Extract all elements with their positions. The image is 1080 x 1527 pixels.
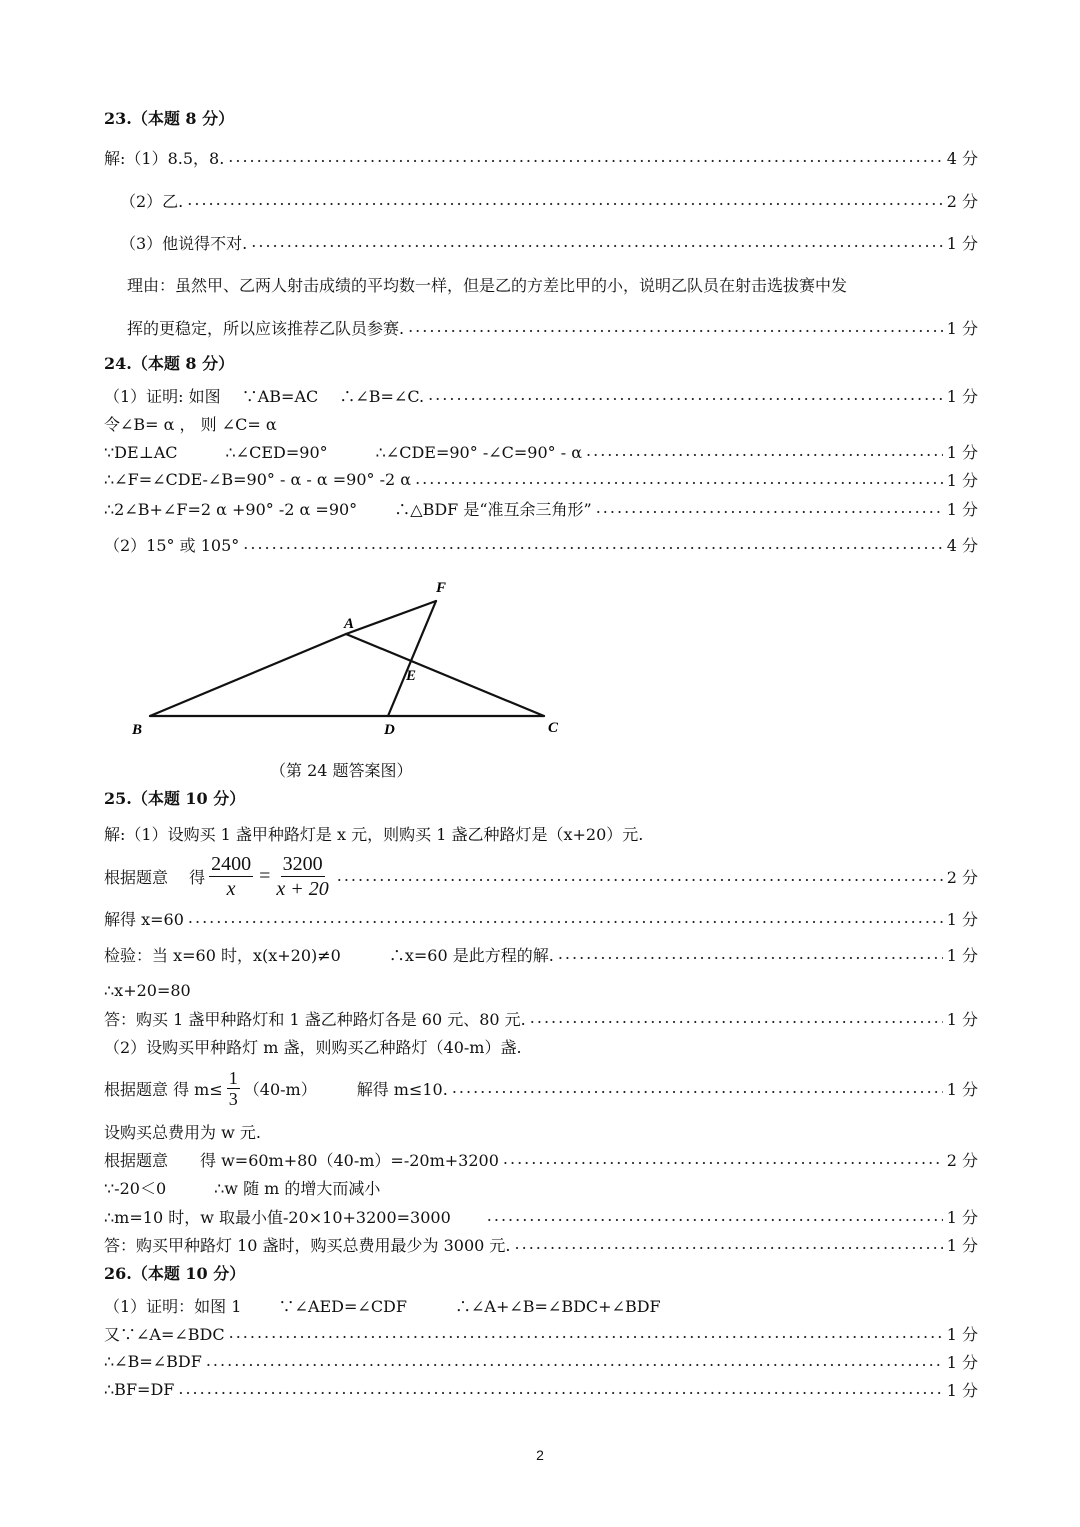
segment-df bbox=[388, 601, 436, 716]
q24-triangle-figure bbox=[120, 572, 580, 747]
q25-line-12: ∴m=10 时，w 取最小值-20×10+3200=3000 ..... 1 分 bbox=[104, 1202, 978, 1230]
segment-ac bbox=[346, 634, 544, 716]
fraction-2400-over-x: $\frac{2400}{x}$ bbox=[211, 852, 252, 900]
q23-line-1: 解:（1）8.5，8. ..... 4 分 bbox=[104, 143, 978, 171]
q24-heading: 24.（本题 8 分） bbox=[104, 354, 235, 373]
q23-heading: 23.（本题 8 分） bbox=[104, 109, 235, 128]
q25-equation-line: 根据题意 得 $\frac{2400}{x}$ = $\frac{3200}{x + 20}$ ..... 2 分 bbox=[104, 848, 978, 904]
q24-figure-caption: （第 24 题答案图） bbox=[270, 761, 413, 780]
q24-line-3: ∵DE⊥AC ∴∠CED=90° ∴∠CDE=90° -∠C=90° - α ..... 1 分 bbox=[104, 437, 978, 465]
q25-line-9: 设购买总费用为 w 元. bbox=[104, 1122, 261, 1142]
q24-line-6: （2）15° 或 105° ..... 4 分 bbox=[104, 530, 978, 558]
page-number: 2 bbox=[536, 1447, 544, 1463]
q26-heading: 26.（本题 10 分） bbox=[104, 1264, 246, 1283]
label-c: C bbox=[548, 720, 559, 736]
q25-line-3: 解得 x=60 ..... 1 分 bbox=[104, 904, 978, 932]
segment-af bbox=[346, 601, 436, 634]
q26-line-4: ∴BF=DF ..... 1 分 bbox=[104, 1375, 978, 1403]
q23-line-3: （3）他说得不对. ..... 1 分 bbox=[120, 228, 978, 256]
q25-line-6: 答：购买 1 盏甲种路灯和 1 盏乙种路灯各是 60 元、80 元. ..... 1 分 bbox=[104, 1004, 978, 1032]
q24-line-2: 令∠B= α ， 则 ∠C= α bbox=[104, 414, 277, 434]
label-b: B bbox=[132, 722, 143, 738]
q26-line-1: （1）证明：如图 1 ∵∠AED=∠CDF ∴∠A+∠B=∠BDC+∠BDF bbox=[104, 1296, 661, 1316]
q25-line-13: 答：购买甲种路灯 10 盏时，购买总费用最少为 3000 元. ..... 1 分 bbox=[104, 1230, 978, 1258]
q23-line-5: 挥的更稳定，所以应该推荐乙队员参赛. ..... 1 分 bbox=[127, 313, 978, 341]
q25-line-10: 根据题意 得 w=60m+80（40-m）=-20m+3200 ..... 2 分 bbox=[104, 1145, 978, 1173]
label-d: D bbox=[384, 722, 395, 738]
q25-line-11: ∵-20＜0 ∴w 随 m 的增大而减小 bbox=[104, 1178, 381, 1198]
label-e: E bbox=[406, 668, 417, 684]
q25-line-5: ∴x+20=80 bbox=[104, 980, 191, 1000]
q25-line-4: 检验：当 x=60 时，x(x+20)≠0 ∴x=60 是此方程的解. ..... 1 分 bbox=[104, 940, 978, 968]
fraction-one-third: $\frac{1}{3}$ bbox=[228, 1067, 238, 1109]
q26-line-2: 又∵∠A=∠BDC ..... 1 分 bbox=[104, 1319, 978, 1347]
label-f: F bbox=[436, 580, 447, 596]
q25-inequality-line: 根据题意 得 m≤ $\frac{1}{3}$ （40-m） 解得 m≤10. ..... 1 分 bbox=[104, 1062, 978, 1114]
segment-ba bbox=[150, 634, 346, 716]
fraction-3200-over-x-plus-20: $\frac{3200}{x + 20}$ bbox=[276, 852, 329, 900]
q24-line-5: ∴2∠B+∠F=2 α +90° -2 α =90° ∴△BDF 是“准互余三角形” ..... 1 分 bbox=[104, 494, 978, 522]
q24-line-4: ∴∠F=∠CDE-∠B=90° - α - α =90° -2 α ..... 1 分 bbox=[104, 465, 978, 493]
label-a: A bbox=[344, 616, 355, 632]
q23-line-2: （2）乙. ..... 2 分 bbox=[120, 186, 978, 214]
q25-line-7: （2）设购买甲种路灯 m 盏，则购买乙种路灯（40-m）盏. bbox=[104, 1037, 522, 1057]
q25-heading: 25.（本题 10 分） bbox=[104, 789, 246, 808]
q23-reason-line: 理由：虽然甲、乙两人射击成绩的平均数一样，但是乙的方差比甲的小，说明乙队员在射击选拔赛中发 bbox=[127, 275, 848, 295]
q26-line-3: ∴∠B=∠BDF ..... 1 分 bbox=[104, 1347, 978, 1375]
q25-line-1: 解:（1）设购买 1 盏甲种路灯是 x 元，则购买 1 盏乙种路灯是（x+20）元. bbox=[104, 824, 644, 844]
q24-line-1: （1）证明: 如图 ∵AB=AC ∴∠B=∠C. ..... 1 分 bbox=[104, 381, 978, 409]
